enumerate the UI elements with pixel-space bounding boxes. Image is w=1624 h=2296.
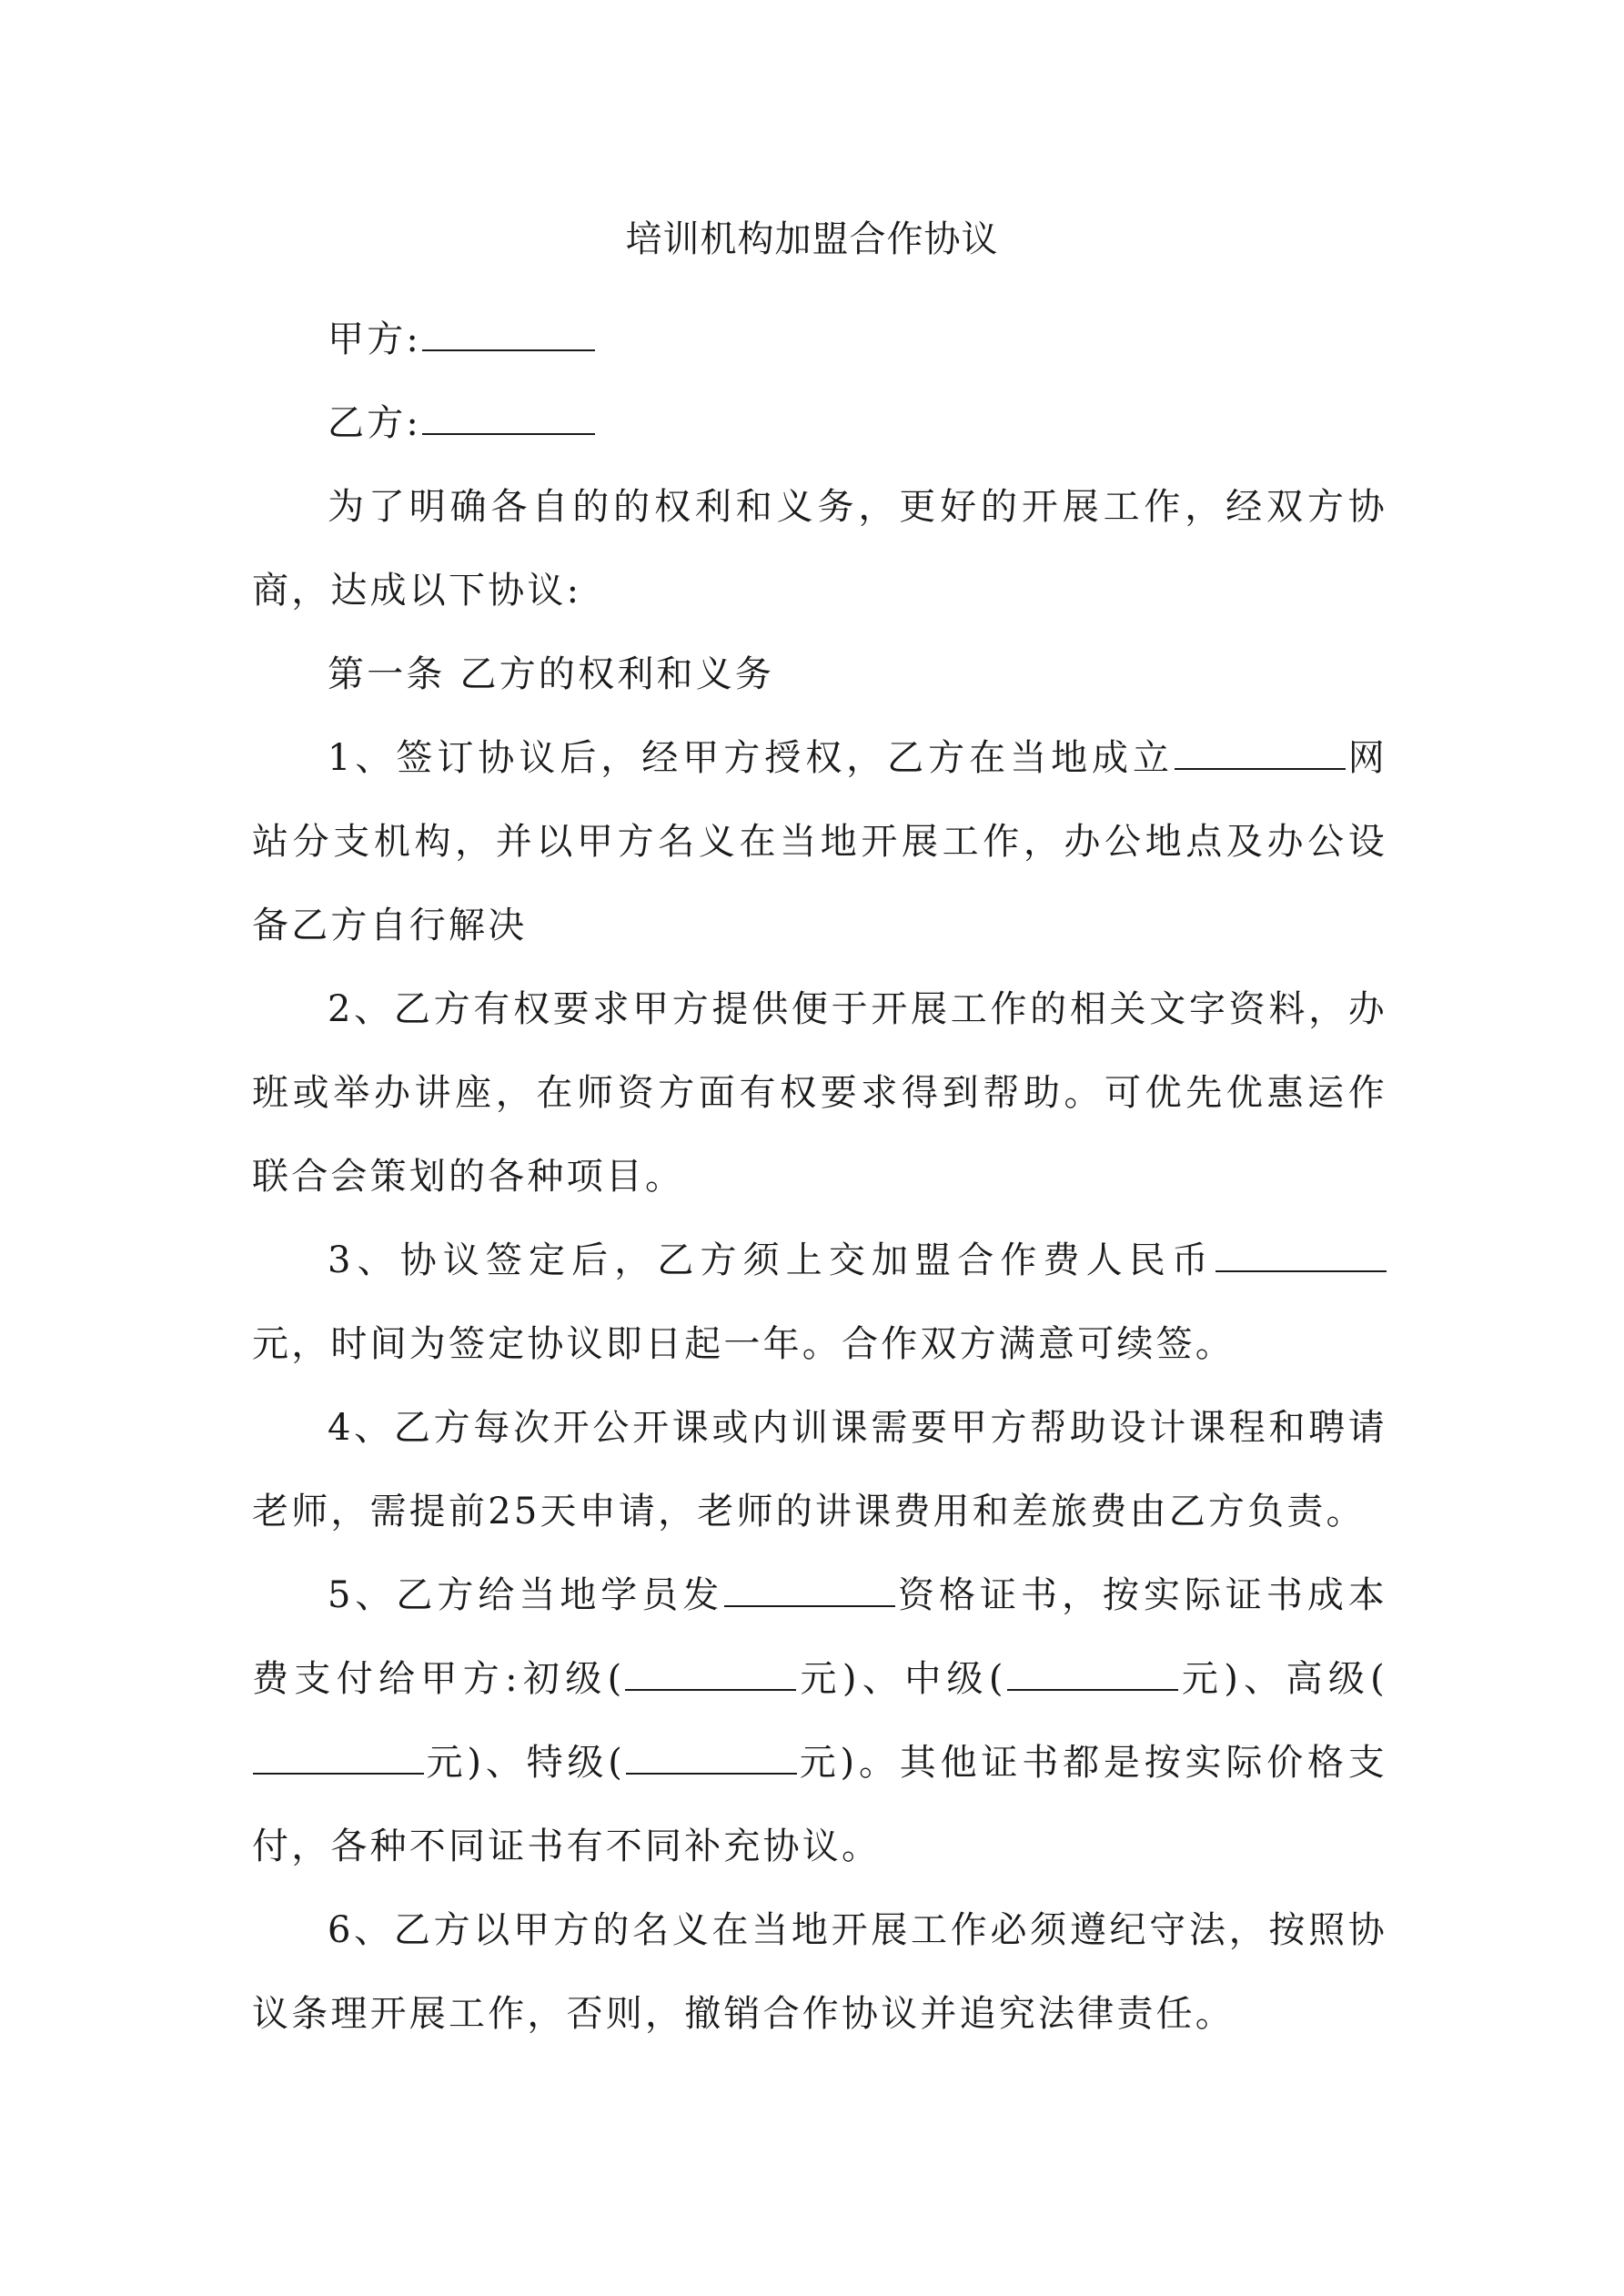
article1-heading: 第一条 乙方的权利和义务 [328,653,775,695]
party-b-label: 乙方: [328,402,422,444]
party-a-blank [422,317,595,351]
party-b-blank [422,400,595,435]
clause-5-text-b: 资格证书，按实际证书成本费支付给甲方:初级( [252,1574,1387,1700]
document-body [252,298,1387,2056]
clause-1 [252,716,1387,967]
clause-4: 4、乙方每次开公开课或内训课需要甲方帮助设计课程和聘请老师，需提前25天申请，老师的讲课费用和差旅费由乙方负责。 [252,1407,1387,1532]
clause-2: 2、乙方有权要求甲方提供便于开展工作的相关文字资料，办班或举办讲座，在师资方面有权要求得到帮助。可优先优惠运作联合会策划的各种项目。 [252,988,1387,1198]
clause-5 [252,1553,1387,1888]
clause-5-text-c: 元)、中级( [797,1658,1006,1700]
clause-5-text-e: 元)、特级( [425,1742,626,1784]
clause-5-senior-fee-blank [253,1740,424,1775]
clause-5-junior-fee-blank [625,1656,796,1691]
clause-5-text-a: 5、乙方给当地学员发 [328,1574,724,1616]
clause-1-text-a: 1、签订协议后，经甲方授权，乙方在当地成立 [328,737,1175,779]
intro-paragraph: 为了明确各自的的权利和义务，更好的开展工作，经双方协商，达成以下协议: [252,486,1387,612]
party-b-line [252,381,1387,465]
party-a-label: 甲方: [328,319,422,360]
party-a-line [252,298,1387,381]
clause-3-text-b: 元，时间为签定协议即日起一年。合作双方满意可续签。 [252,1323,1235,1365]
clause-5-special-fee-blank [626,1740,797,1775]
clause-5-text-d: 元)、高级( [1178,1658,1387,1700]
clause-1-blank [1175,735,1346,770]
document-title: 培训机构加盟合作协议 [625,218,999,260]
clause-5-certificate-blank [724,1573,895,1607]
clause-1-text-b: 网站分支机构，并以甲方名义在当地开展工作，办公地点及办公设备乙方自行解决 [252,737,1387,946]
clause-5-text-f: 元)。其他证书都是按实际价格支付，各种不同证书有不同补充协议。 [252,1742,1387,1867]
clause-3 [252,1219,1387,1386]
clause-3-blank [1215,1238,1387,1272]
clause-6: 6、乙方以甲方的名义在当地开展工作必须遵纪守法，按照协议条理开展工作，否则，撤销合作协议并追究法律责任。 [252,1909,1387,2035]
clause-5-intermediate-fee-blank [1007,1656,1178,1691]
clause-3-text-a: 3、协议签定后，乙方须上交加盟合作费人民币 [328,1239,1215,1281]
